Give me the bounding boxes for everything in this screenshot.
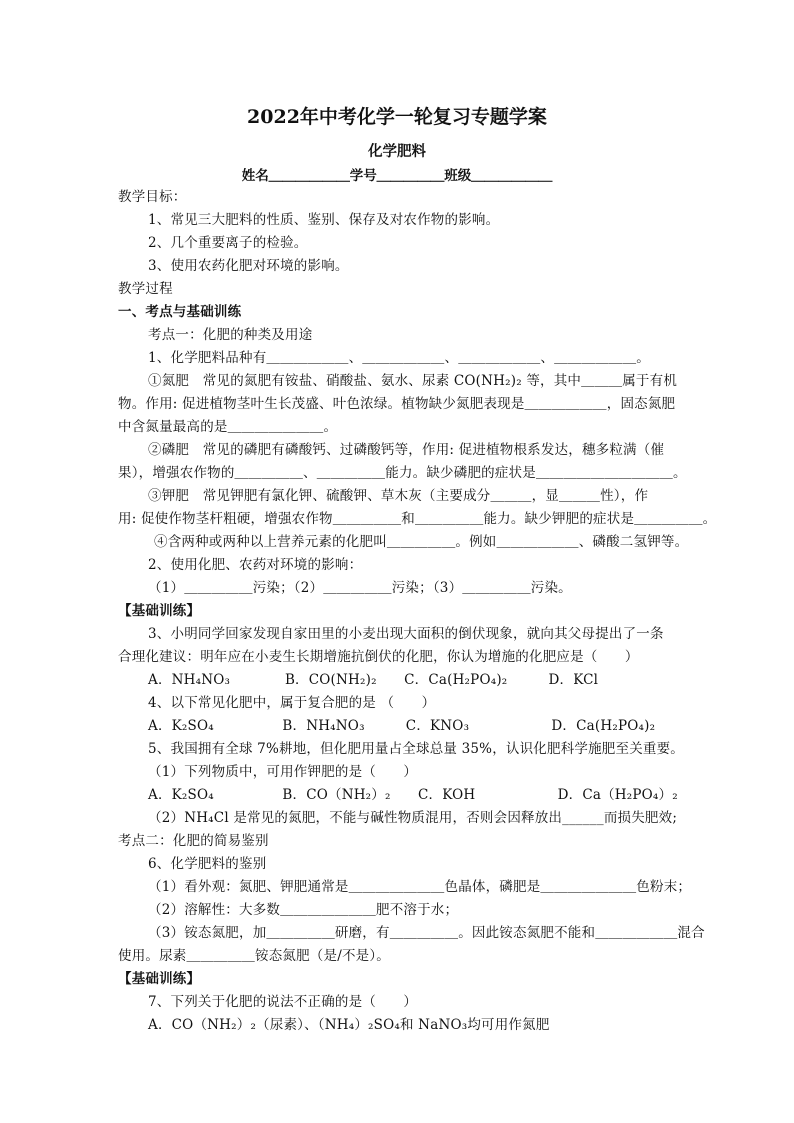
question-line: （1）下列物质中，可用作钾肥的是（ ）	[148, 764, 418, 780]
question-line: 2、使用化肥、农药对环境的影响：	[148, 557, 363, 573]
document-title: 2022年中考化学一轮复习专题学案	[247, 106, 547, 128]
question-line: （2）溶解性：大多数＿＿＿＿＿＿＿肥不溶于水；	[148, 902, 459, 918]
question-line: 7、下列关于化肥的说法不正确的是（ ）	[148, 994, 418, 1010]
answer-options: A．NH₄NO₃ B．CO(NH₂)₂ C．Ca(H₂PO₄)₂ D．KCl	[148, 672, 599, 688]
question-line: （3）铵态氮肥，加＿＿＿＿＿研磨，有＿＿＿＿＿。因此铵态氮肥不能和＿＿＿＿＿＿混合	[148, 925, 705, 941]
question-line: 1、化学肥料品种有＿＿＿＿＿＿、＿＿＿＿＿＿、＿＿＿＿＿＿、＿＿＿＿＿＿。	[148, 350, 650, 366]
paragraph-line: 用: 促使作物茎杆粗硬，增强农作物＿＿＿＿＿和＿＿＿＿＿能力。缺少钾肥的症状是＿＿＿＿＿。	[118, 511, 717, 527]
question-line: （1）看外观：氮肥、钾肥通常是＿＿＿＿＿＿＿色晶体，磷肥是＿＿＿＿＿＿＿色粉末；	[148, 879, 692, 895]
paragraph-line: ②磷肥 常见的磷肥有磷酸钙、过磷酸钙等，作用: 促进植物根系发达，穗多粒满（催	[148, 442, 665, 458]
question-line: 合理化建议：明年应在小麦生长期增施抗倒伏的化肥，你认为增施的化肥应是（ ）	[118, 649, 639, 665]
paragraph-line: 物。作用: 促进植物茎叶生长茂盛、叶色浓绿。植物缺少氮肥表现是＿＿＿＿＿＿，固态氮肥	[118, 396, 676, 412]
topic-heading: 考点二：化肥的简易鉴别	[118, 833, 269, 849]
student-info-line: 姓名＿＿＿＿＿＿学号＿＿＿＿＿班级＿＿＿＿＿＿	[241, 168, 553, 184]
objective-item: 3、使用农药化肥对环境的影响。	[148, 258, 349, 274]
question-line: 4、以下常见化肥中，属于复合肥的是 （ ）	[148, 695, 436, 711]
answer-options: A．K₂SO₄ B．NH₄NO₃ C．KNO₃ D．Ca(H₂PO₄)₂	[148, 718, 656, 734]
question-line: 使用。尿素＿＿＿＿＿铵态氮肥（是/不是）。	[118, 948, 390, 964]
question-line: （1）＿＿＿＿＿污染；（2）＿＿＿＿＿污染；（3）＿＿＿＿＿污染。	[148, 580, 572, 596]
objective-item: 1、常见三大肥料的性质、鉴别、保存及对农作物的影响。	[148, 212, 500, 228]
paragraph-line: ③钾肥 常见钾肥有氯化钾、硫酸钾、草木灰（主要成分＿＿＿，显＿＿＿性），作	[148, 488, 649, 504]
paragraph-line: 果），增强农作物的＿＿＿＿＿、＿＿＿＿＿能力。缺少磷肥的症状是＿＿＿＿＿＿＿＿＿＿。	[118, 465, 687, 481]
exercise-heading: 【基础训练】	[118, 603, 201, 619]
answer-options: A．K₂SO₄ B．CO（NH₂）₂ C．KOH D．Ca（H₂PO₄）₂	[148, 787, 678, 803]
document-subtitle: 化学肥料	[368, 143, 426, 160]
section-heading-basics: 一、考点与基础训练	[118, 304, 242, 320]
question-line: 5、我国拥有全球 7%耕地，但化肥用量占全球总量 35%，认识化肥科学施肥至关重要。	[148, 741, 684, 757]
exercise-heading: 【基础训练】	[118, 971, 201, 987]
section-heading-objectives: 教学目标：	[118, 189, 187, 205]
section-heading-process: 教学过程	[118, 281, 173, 297]
question-line: 3、小明同学回家发现自家田里的小麦出现大面积的倒伏现象，就向其父母提出了一条	[148, 626, 664, 642]
paragraph-line: ①氮肥 常见的氮肥有铵盐、硝酸盐、氨水、尿素 CO(NH₂)₂ 等，其中＿＿＿属于有机	[148, 373, 678, 389]
answer-options: A．CO（NH₂）₂（尿素）、（NH₄）₂SO₄和 NaNO₃均可用作氮肥	[148, 1017, 550, 1033]
paragraph-line: ④含两种或两种以上营养元素的化肥叫＿＿＿＿＿。例如＿＿＿＿＿＿、磷酸二氢钾等。	[154, 534, 689, 550]
topic-heading: 考点一：化肥的种类及用途	[148, 327, 313, 343]
question-line: 6、化学肥料的鉴别	[148, 856, 267, 872]
question-line: （2）NH₄Cl 是常见的氮肥，不能与碱性物质混用，否则会因释放出______而损失肥效;	[148, 810, 678, 826]
objective-item: 2、几个重要离子的检验。	[148, 235, 308, 251]
paragraph-line: 中含氮量最高的是＿＿＿＿＿＿＿。	[118, 419, 338, 435]
